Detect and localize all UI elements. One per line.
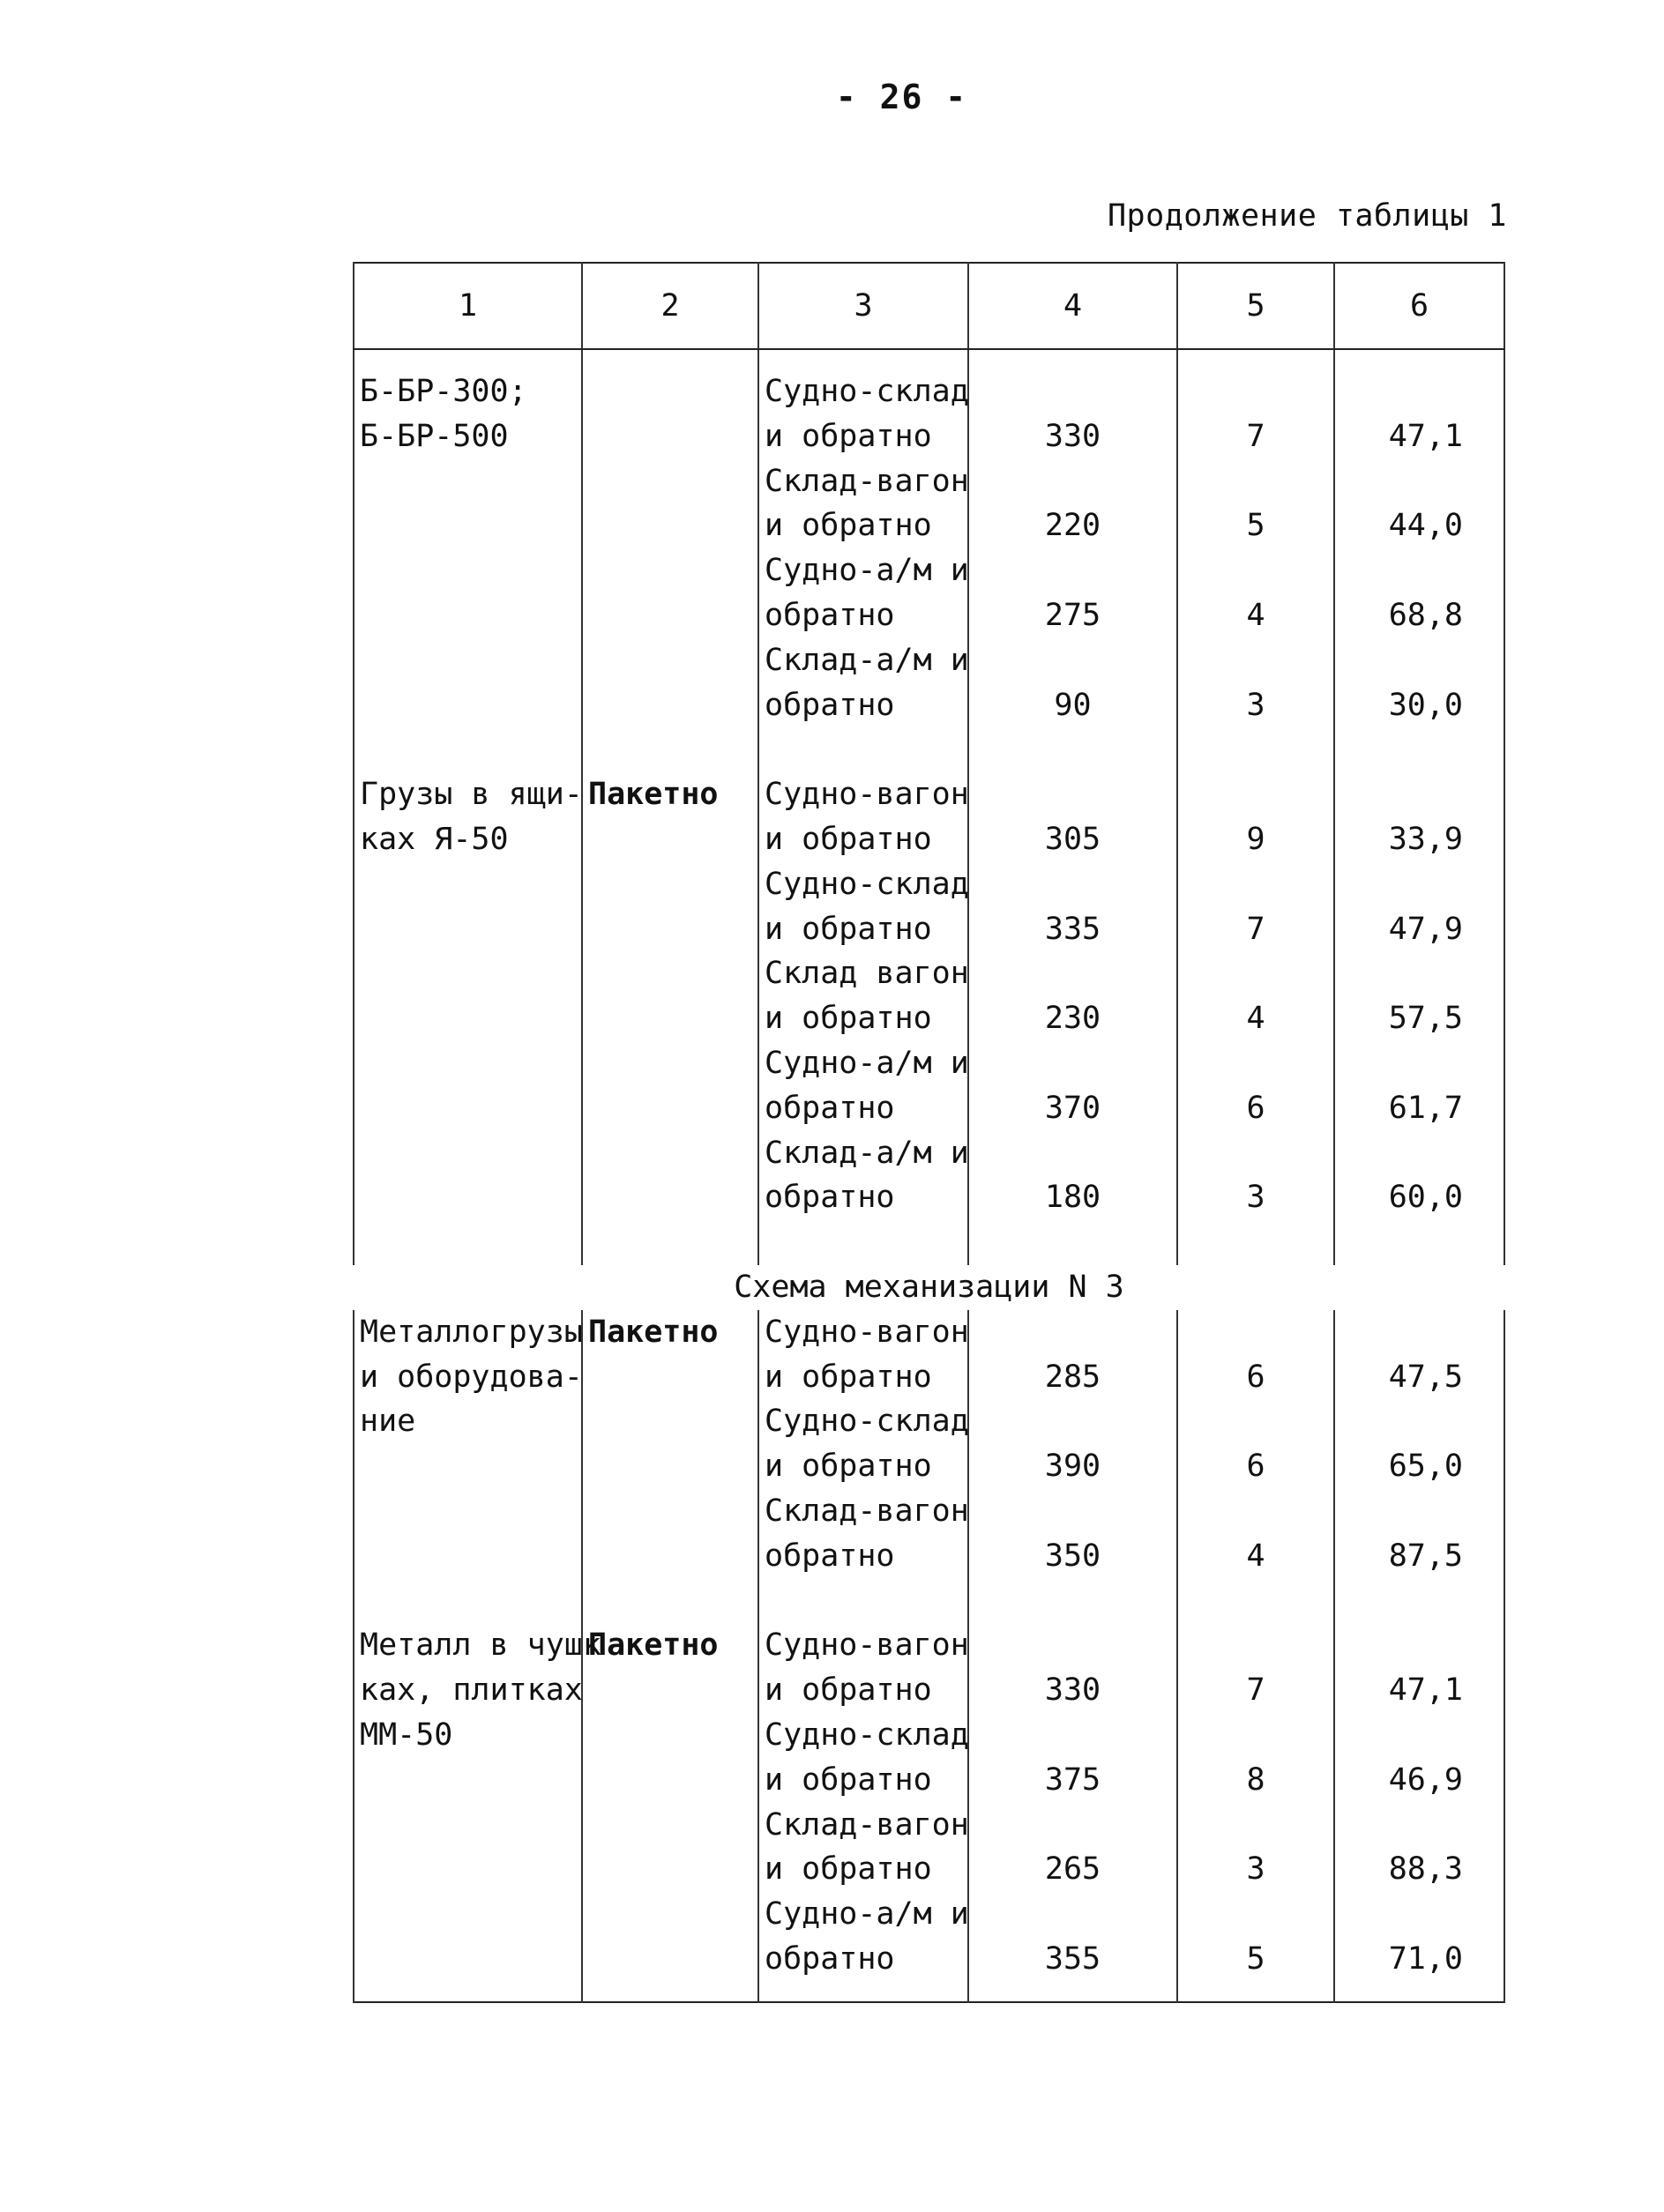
table-row: [354, 951, 1504, 996]
table-cell-col5: 6: [1177, 1355, 1334, 1400]
table-cell-col3: Судно-вагон: [758, 1623, 968, 1668]
table-cell-col5: 3: [1177, 1847, 1334, 1892]
table-cell-col1: ках Я-50: [354, 817, 582, 862]
table-cell-col4: [968, 772, 1177, 817]
table-cell-col2: [582, 369, 758, 414]
table-cell-col3: Судно-вагон: [758, 772, 968, 817]
table-cell-col4: [968, 1310, 1177, 1355]
table-cell-col5: 4: [1177, 1534, 1334, 1579]
table-cell-col4: 230: [968, 996, 1177, 1041]
table-cell-col6: [1334, 1041, 1504, 1086]
table-cell-col2: [582, 459, 758, 504]
table-cell-col5: 6: [1177, 1086, 1334, 1131]
table-cell-col6: [1334, 1489, 1504, 1534]
table-row: [354, 1847, 1504, 1892]
table-cell-col2: [582, 727, 758, 772]
table-cell-col3: [758, 1220, 968, 1265]
table-cell-col5: [1177, 1399, 1334, 1444]
table-cell-col4: [968, 1713, 1177, 1758]
table-cell-col5: [1177, 638, 1334, 683]
table-cell-col2: [582, 1444, 758, 1489]
table-cell-col2: [582, 1892, 758, 1937]
table-cell-col6: [1334, 459, 1504, 504]
table-row: [354, 1892, 1504, 1937]
table-cell-col1: [354, 1579, 582, 1624]
table-cell-col3: и обратно: [758, 1847, 968, 1892]
table-cell-col3: Судно-склад: [758, 862, 968, 907]
table-cell-col6: [1334, 1220, 1504, 1265]
spacer-row: [354, 1982, 1504, 2002]
table-cell-col5: [1177, 1131, 1334, 1176]
table-cell-col2: [582, 1847, 758, 1892]
table-cell-col2: [582, 683, 758, 728]
table-cell-col3: обратно: [758, 683, 968, 728]
table-cell-col1: [354, 996, 582, 1041]
table-cell-col4: 350: [968, 1534, 1177, 1579]
table-cell-col3: Судно-склад: [758, 1713, 968, 1758]
table-cell-col1: [354, 1937, 582, 1982]
table-cell-col1: [354, 548, 582, 593]
table-cell-col4: [968, 1399, 1177, 1444]
table-cell-col1: [354, 1847, 582, 1892]
table-cell-col1: [354, 1175, 582, 1220]
table-caption: Продолжение таблицы 1: [1107, 198, 1507, 234]
table-cell-col2: [582, 1489, 758, 1534]
table-cell-col3: и обратно: [758, 1355, 968, 1400]
table-cell-col6: [1334, 1892, 1504, 1937]
column-header-2: 2: [582, 263, 758, 349]
table-cell-col1: [354, 907, 582, 952]
table-cell-col2: [582, 1355, 758, 1400]
table-cell-col4: 305: [968, 817, 1177, 862]
table-cell-col2: [582, 1131, 758, 1176]
table-cell-col4: [968, 951, 1177, 996]
table-cell-col2: [582, 1220, 758, 1265]
table-cell-col1: [354, 1758, 582, 1803]
table-cell-col4: 90: [968, 683, 1177, 728]
table-cell-col3: Склад-а/м и: [758, 638, 968, 683]
table-cell-col1: [354, 503, 582, 548]
table-cell-col4: [968, 638, 1177, 683]
table-cell-col6: [1334, 1131, 1504, 1176]
table-row: [354, 1803, 1504, 1848]
table-row: [354, 817, 1504, 862]
table-cell-col5: 4: [1177, 996, 1334, 1041]
table-cell-col1: [354, 1803, 582, 1848]
table-row: [354, 414, 1504, 459]
table-cell-col4: 390: [968, 1444, 1177, 1489]
table-cell-col4: [968, 459, 1177, 504]
table-cell-col6: [1334, 1310, 1504, 1355]
table-cell-col6: 68,8: [1334, 593, 1504, 638]
table-cell-col4: 330: [968, 1668, 1177, 1713]
table-cell-col5: 5: [1177, 1937, 1334, 1982]
column-header-4: 4: [968, 263, 1177, 349]
table-cell-col6: [1334, 862, 1504, 907]
table-cell-col1: [354, 1041, 582, 1086]
table-cell-col4: 220: [968, 503, 1177, 548]
table-cell-col5: 5: [1177, 503, 1334, 548]
table-cell-col5: 7: [1177, 414, 1334, 459]
table-row: [354, 503, 1504, 548]
table-cell-col4: 375: [968, 1758, 1177, 1803]
table-cell-col1: [354, 593, 582, 638]
table-row: [354, 996, 1504, 1041]
table-cell-col1: [354, 951, 582, 996]
table-cell-col1: [354, 683, 582, 728]
table-row: [354, 1534, 1504, 1579]
table-cell-col4: [968, 1803, 1177, 1848]
table-cell-col5: [1177, 727, 1334, 772]
table-cell-col2: [582, 862, 758, 907]
table-cell-col5: [1177, 1489, 1334, 1534]
table-cell-col2: [582, 1086, 758, 1131]
table-cell-col3: и обратно: [758, 503, 968, 548]
table-row: [354, 1220, 1504, 1265]
table-cell-col5: [1177, 548, 1334, 593]
header-row: [354, 263, 1504, 349]
table-cell-col6: 60,0: [1334, 1175, 1504, 1220]
table-cell-col6: 47,9: [1334, 907, 1504, 952]
table-cell-col3: и обратно: [758, 996, 968, 1041]
table-row: [354, 1310, 1504, 1355]
table-cell-col4: [968, 1489, 1177, 1534]
table-cell-col4: 355: [968, 1937, 1177, 1982]
table-cell-col4: 180: [968, 1175, 1177, 1220]
table-cell-col2: [582, 1579, 758, 1624]
table-cell-col6: [1334, 1579, 1504, 1624]
table-cell-col1: [354, 459, 582, 504]
table-body: [354, 349, 1504, 2002]
table-row: [354, 1444, 1504, 1489]
table-row: [354, 593, 1504, 638]
table-cell-col3: и обратно: [758, 1758, 968, 1803]
table-row: [354, 459, 1504, 504]
table-cell-col3: Судно-а/м и: [758, 548, 968, 593]
table-cell-col2: [582, 1041, 758, 1086]
table-cell-col5: 6: [1177, 1444, 1334, 1489]
table-cell-col5: [1177, 1803, 1334, 1848]
table-cell-col1: [354, 1220, 582, 1265]
table-cell-col3: обратно: [758, 1937, 968, 1982]
table-cell-col4: [968, 548, 1177, 593]
table-cell-col6: 46,9: [1334, 1758, 1504, 1803]
table-row: [354, 1041, 1504, 1086]
table-cell-col1: [354, 1534, 582, 1579]
table-cell-col6: [1334, 369, 1504, 414]
table-cell-col6: 88,3: [1334, 1847, 1504, 1892]
table-cell-col2: Пакетно: [582, 1310, 758, 1355]
table-cell-col5: [1177, 1623, 1334, 1668]
table-cell-col3: Судно-а/м и: [758, 1892, 968, 1937]
table-cell-col6: [1334, 727, 1504, 772]
table-cell-col3: обратно: [758, 1175, 968, 1220]
table-cell-col4: 335: [968, 907, 1177, 952]
table-cell-col6: [1334, 1803, 1504, 1848]
table-cell-col2: [582, 548, 758, 593]
table-cell-col4: [968, 1220, 1177, 1265]
table-cell-col4: 285: [968, 1355, 1177, 1400]
table-cell-col6: 47,1: [1334, 1668, 1504, 1713]
table-cell-col6: 47,5: [1334, 1355, 1504, 1400]
table-cell-col5: [1177, 459, 1334, 504]
table-cell-col1: [354, 1086, 582, 1131]
column-header-6: 6: [1334, 263, 1504, 349]
table-cell-col5: 3: [1177, 1175, 1334, 1220]
table-cell-col2: [582, 1668, 758, 1713]
table-cell-col3: Склад-вагон: [758, 459, 968, 504]
column-header-3: 3: [758, 263, 968, 349]
table-cell-col4: [968, 1623, 1177, 1668]
table-row: [354, 1668, 1504, 1713]
table-cell-col6: [1334, 1623, 1504, 1668]
table-row: [354, 1265, 1504, 1310]
table-cell-col1: [354, 1444, 582, 1489]
table-cell-col2: [582, 414, 758, 459]
table-cell-col1: [354, 1131, 582, 1176]
table-cell-col3: Склад-а/м и: [758, 1131, 968, 1176]
table-cell-col1: Металлогрузы: [354, 1310, 582, 1355]
table-cell-col2: [582, 1534, 758, 1579]
table-cell-col6: 33,9: [1334, 817, 1504, 862]
table-cell-col3: Склад-вагон: [758, 1489, 968, 1534]
table-row: [354, 1399, 1504, 1444]
table-cell-col6: 57,5: [1334, 996, 1504, 1041]
table-cell-col5: [1177, 1579, 1334, 1624]
table-row: [354, 1489, 1504, 1534]
table-cell-col1: Б-БР-500: [354, 414, 582, 459]
table-cell-col2: [582, 1399, 758, 1444]
table-cell-col4: [968, 1892, 1177, 1937]
table-cell-col5: [1177, 772, 1334, 817]
table-cell-col6: 47,1: [1334, 414, 1504, 459]
table-cell-col3: и обратно: [758, 817, 968, 862]
table-cell-col1: [354, 727, 582, 772]
table-cell-col6: [1334, 1399, 1504, 1444]
table-cell-col5: [1177, 1041, 1334, 1086]
table-row: [354, 1131, 1504, 1176]
table-cell-col4: 370: [968, 1086, 1177, 1131]
table-cell-col6: [1334, 548, 1504, 593]
table-row: [354, 1623, 1504, 1668]
table-cell-col3: Судно-склад: [758, 1399, 968, 1444]
table-row: [354, 1758, 1504, 1803]
table-cell-col6: 61,7: [1334, 1086, 1504, 1131]
table-cell-col2: Пакетно: [582, 772, 758, 817]
table-cell-col5: 4: [1177, 593, 1334, 638]
table-cell-col3: [758, 1579, 968, 1624]
table-row: [354, 1937, 1504, 1982]
table-row: [354, 772, 1504, 817]
column-header-5: 5: [1177, 263, 1334, 349]
table-row: [354, 683, 1504, 728]
table-row: [354, 862, 1504, 907]
table-cell-col2: [582, 817, 758, 862]
table-cell-col5: [1177, 1713, 1334, 1758]
table-cell-col3: Склад-вагон: [758, 1803, 968, 1848]
table-cell-col3: обратно: [758, 1534, 968, 1579]
table-cell-col1: [354, 1489, 582, 1534]
table-cell-col3: и обратно: [758, 907, 968, 952]
table-cell-col5: [1177, 1310, 1334, 1355]
table-cell-col1: [354, 1892, 582, 1937]
table-cell-col1: [354, 638, 582, 683]
table-cell-col4: [968, 1579, 1177, 1624]
table-cell-col3: и обратно: [758, 1444, 968, 1489]
table-cell-col6: 65,0: [1334, 1444, 1504, 1489]
table-cell-col6: [1334, 1713, 1504, 1758]
table-cell-col4: [968, 369, 1177, 414]
page-number: - 26 -: [835, 78, 968, 116]
table-cell-col1: и оборудова-: [354, 1355, 582, 1400]
table-cell-col3: Судно-а/м и: [758, 1041, 968, 1086]
table-row: [354, 907, 1504, 952]
table-row: [354, 1713, 1504, 1758]
table-cell-col6: 44,0: [1334, 503, 1504, 548]
table-cell-col4: 275: [968, 593, 1177, 638]
table-cell-col5: [1177, 369, 1334, 414]
table-cell-col5: [1177, 1220, 1334, 1265]
table-cell-col4: [968, 1041, 1177, 1086]
table-cell-col2: [582, 996, 758, 1041]
table-cell-col4: [968, 1131, 1177, 1176]
table-cell-col1: ММ-50: [354, 1713, 582, 1758]
table-row: [354, 727, 1504, 772]
table-cell-col3: Судно-склад: [758, 369, 968, 414]
table-cell-col2: [582, 951, 758, 996]
table-cell-col3: Судно-вагон: [758, 1310, 968, 1355]
spacer-row: [354, 349, 1504, 369]
table-cell-col2: [582, 907, 758, 952]
table-cell-col6: [1334, 638, 1504, 683]
table-row: [354, 1086, 1504, 1131]
table-cell-col4: 330: [968, 414, 1177, 459]
table-cell-col1: [354, 862, 582, 907]
table-cell-col2: [582, 503, 758, 548]
table-cell-col4: [968, 862, 1177, 907]
schema-heading: Схема механизации N 3: [734, 1269, 1124, 1305]
table-cell-col3: и обратно: [758, 1668, 968, 1713]
table-cell-col5: 3: [1177, 683, 1334, 728]
table-cell-col2: [582, 1713, 758, 1758]
table-cell-col3: и обратно: [758, 414, 968, 459]
table-cell-col2: [582, 1175, 758, 1220]
table-cell-col5: 9: [1177, 817, 1334, 862]
table-cell-col2: Пакетно: [582, 1623, 758, 1668]
table-cell-col1: ние: [354, 1399, 582, 1444]
table-row: [354, 1579, 1504, 1624]
table-cell-col4: [968, 727, 1177, 772]
table-cell-col6: [1334, 951, 1504, 996]
table-row: [354, 369, 1504, 414]
table-cell-col2: [582, 638, 758, 683]
table-cell-col5: [1177, 951, 1334, 996]
table-cell-col1: Грузы в ящи-: [354, 772, 582, 817]
table-cell-col2: [582, 1803, 758, 1848]
column-header-1: 1: [354, 263, 582, 349]
table-cell-col2: [582, 1937, 758, 1982]
data-table: [353, 262, 1505, 2003]
table-header: [354, 263, 1504, 349]
table-cell-col2: [582, 593, 758, 638]
table-cell-col3: [758, 727, 968, 772]
table-cell-col6: [1334, 772, 1504, 817]
table-cell-col3: обратно: [758, 1086, 968, 1131]
table-cell-col3: обратно: [758, 593, 968, 638]
table-cell-col4: 265: [968, 1847, 1177, 1892]
table-cell-col6: 71,0: [1334, 1937, 1504, 1982]
table-row: [354, 1355, 1504, 1400]
table-cell-col6: 87,5: [1334, 1534, 1504, 1579]
table-cell-col6: 30,0: [1334, 683, 1504, 728]
table-row: [354, 638, 1504, 683]
table-cell-col1: Б-БР-300;: [354, 369, 582, 414]
table-cell-col3: Склад вагон: [758, 951, 968, 996]
table-cell-col5: 7: [1177, 1668, 1334, 1713]
table-cell-col5: [1177, 1892, 1334, 1937]
table-row: [354, 548, 1504, 593]
table-cell-col2: [582, 1758, 758, 1803]
table-row: [354, 1175, 1504, 1220]
table-cell-col1: ках, плитках: [354, 1668, 582, 1713]
table-cell-col5: 7: [1177, 907, 1334, 952]
table-cell-col5: [1177, 862, 1334, 907]
table-cell-col1: Металл в чушк: [354, 1623, 582, 1668]
table-cell-col5: 8: [1177, 1758, 1334, 1803]
